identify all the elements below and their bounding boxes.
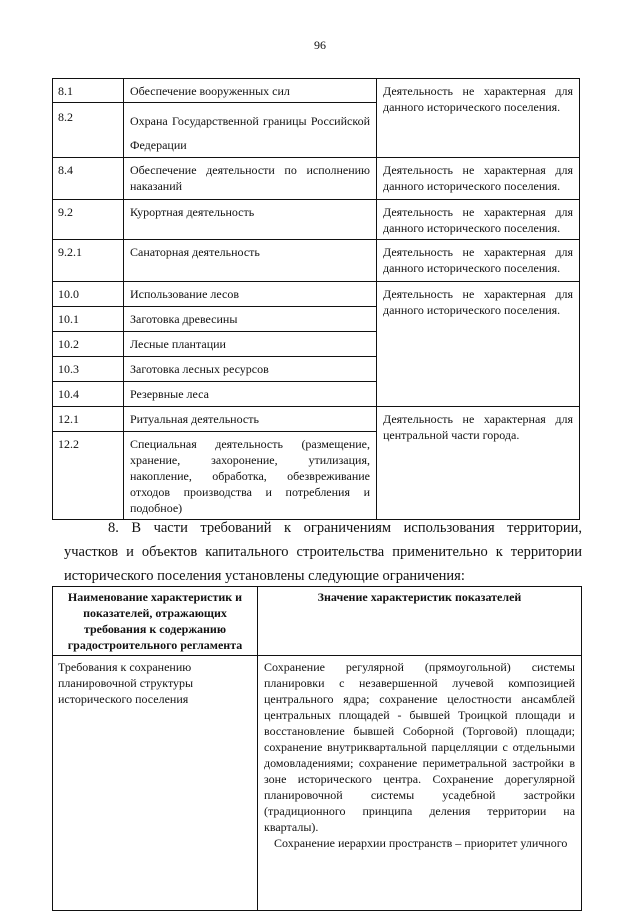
use-code: 12.1	[53, 407, 124, 432]
use-name: Лесные плантации	[124, 332, 377, 357]
use-code: 10.1	[53, 307, 124, 332]
requirement-value	[258, 656, 582, 911]
use-code: 8.2	[53, 103, 124, 158]
table-row	[53, 407, 580, 432]
use-note: Деятельность не характерная для данного исторического поселения.	[377, 282, 580, 407]
table-row	[53, 240, 580, 282]
use-name: Курортная деятельность	[124, 200, 377, 240]
column-header-name: Наименование характеристик и показателей, отражающих требования к содержанию градостроительного регламента	[53, 587, 258, 656]
column-header-value: Значение характеристик показателей	[258, 587, 582, 656]
use-name: Заготовка древесины	[124, 307, 377, 332]
table-row	[53, 282, 580, 307]
use-code: 9.2.1	[53, 240, 124, 282]
table-row	[53, 79, 580, 103]
requirement-value-text: Сохранение иерархии пространств – приоритет уличного	[274, 836, 568, 850]
use-note: Деятельность не характерная для центральной части города.	[377, 407, 580, 520]
use-name: Обеспечение вооруженных сил	[124, 79, 377, 103]
use-code: 12.2	[53, 432, 124, 520]
restrictions-table	[52, 586, 582, 911]
use-note: Деятельность не характерная для данного исторического поселения.	[377, 79, 580, 158]
paragraph-line: участков и объектов капитального строительства применительно к территории	[64, 544, 582, 560]
use-note: Деятельность не характерная для данного исторического поселения.	[377, 240, 580, 282]
use-name: Санаторная деятельность	[124, 240, 377, 282]
page-number: 96	[314, 38, 326, 52]
use-name: Охрана Государственной границы Российской Федерации	[124, 103, 377, 158]
use-name: Ритуальная деятельность	[124, 407, 377, 432]
use-name: Резервные леса	[124, 382, 377, 407]
use-note: Деятельность не характерная для данного исторического поселения.	[377, 158, 580, 200]
use-code: 10.2	[53, 332, 124, 357]
use-name: Использование лесов	[124, 282, 377, 307]
land-use-table	[52, 78, 580, 520]
paragraph-line: исторического поселения установлены следующие ограничения:	[64, 568, 465, 584]
table-row	[53, 656, 582, 911]
use-code: 10.4	[53, 382, 124, 407]
use-note: Деятельность не характерная для данного исторического поселения.	[377, 200, 580, 240]
table-row	[53, 200, 580, 240]
table-row	[53, 158, 580, 200]
paragraph-line: 8. В части требований к ограничениям использования территории,	[108, 520, 582, 536]
restrictions-paragraph	[64, 516, 582, 588]
use-name: Заготовка лесных ресурсов	[124, 357, 377, 382]
use-code: 8.1	[53, 79, 124, 103]
use-name: Специальная деятельность (размещение, хранение, захоронение, утилизация, накопление, обработка, обезвреживание отходов производства и потребления и подобное)	[124, 432, 377, 520]
use-code: 9.2	[53, 200, 124, 240]
use-code: 10.3	[53, 357, 124, 382]
requirement-value-text: Сохранение регулярной (прямоугольной) системы планировки с незавершенной лучевой композицией центрального ядра; сохранение целостности ансамблей центральных площадей - бывшей Троицкой площади и восстановление бывшей Соборной (Торговой) площади; сохранение внутриквартальной парцелляции с отдельными домовладениями; сохранение периметральной застройки в зоне исторического центра. Сохранение дорегулярной планировочной системы усадебной застройки (традиционного принципа деления территории на кварталы).	[264, 660, 575, 834]
use-code: 10.0	[53, 282, 124, 307]
table-header-row	[53, 587, 582, 656]
requirement-name: Требования к сохранению планировочной структуры исторического поселения	[53, 656, 258, 911]
use-code: 8.4	[53, 158, 124, 200]
use-name: Обеспечение деятельности по исполнению наказаний	[124, 158, 377, 200]
